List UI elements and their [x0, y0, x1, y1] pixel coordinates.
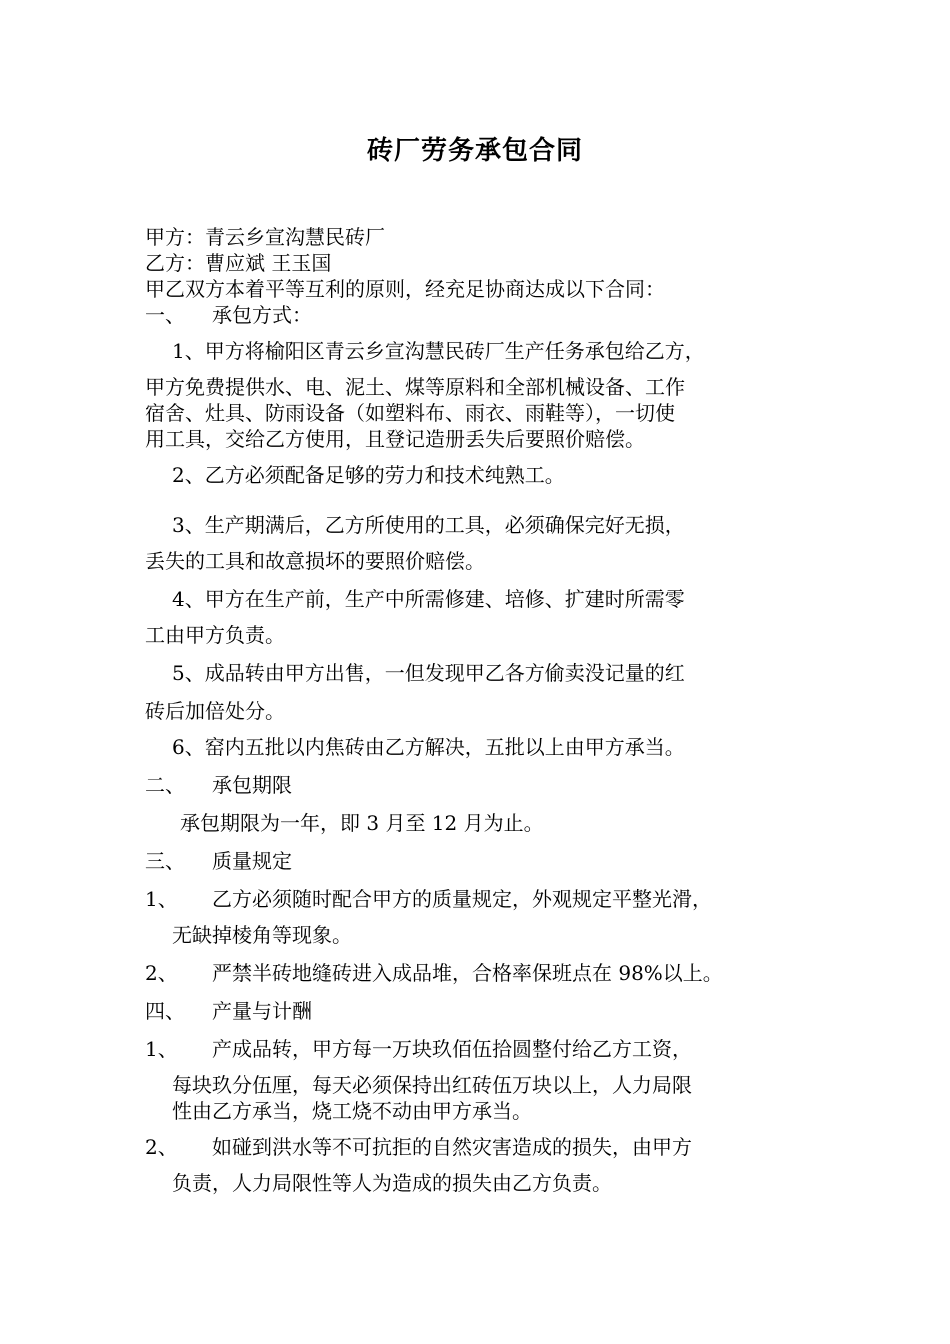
section1-title: 承包方式： — [212, 303, 312, 327]
s4-item1-number: 1、 — [145, 1037, 178, 1061]
section4-number: 四、 — [145, 999, 185, 1023]
s1-item1-line1: 1、甲方将榆阳区青云乡宣沟慧民砖厂生产任务承包给乙方， — [172, 339, 705, 363]
s4-item2-text: 如碰到洪水等不可抗拒的自然灾害造成的损失，由甲方 — [212, 1135, 692, 1159]
s1-item4-line1: 4、甲方在生产前，生产中所需修建、培修、扩建时所需零 — [172, 587, 685, 611]
section1-heading — [145, 302, 312, 328]
s4-item2-line1 — [145, 1134, 692, 1160]
s3-item2-number: 2、 — [145, 961, 178, 985]
section4-title: 产量与计酬 — [212, 999, 312, 1023]
s4-item1-line2: 每块玖分伍厘，每天必须保持出红砖伍万块以上，人力局限 — [172, 1073, 692, 1097]
s3-item2-line1 — [145, 960, 723, 986]
s1-item1-line4: 用工具，交给乙方使用，且登记造册丢失后要照价赔偿。 — [145, 427, 645, 451]
s4-item2-line2: 负责，人力局限性等人为造成的损失由乙方负责。 — [172, 1171, 612, 1195]
section2-heading — [145, 772, 292, 798]
s1-item5-line2: 砖后加倍处分。 — [145, 699, 285, 723]
section2-number: 二、 — [145, 773, 185, 797]
section1-number: 一、 — [145, 303, 185, 327]
document-title: 砖厂劳务承包合同 — [366, 136, 583, 166]
section3-heading — [145, 848, 292, 874]
section3-title: 质量规定 — [212, 849, 292, 873]
party-a: 甲方：青云乡宣沟慧民砖厂 — [145, 225, 385, 249]
s1-item3-line2: 丢失的工具和故意损坏的要照价赔偿。 — [145, 549, 485, 573]
s4-item1-text: 产成品转，甲方每一万块玖佰伍拾圆整付给乙方工资， — [212, 1037, 692, 1061]
s4-item1-line3: 性由乙方承当，烧工烧不动由甲方承当。 — [172, 1099, 532, 1123]
section2-title: 承包期限 — [212, 773, 292, 797]
section4-heading — [145, 998, 312, 1024]
s1-item2-line1: 2、乙方必须配备足够的劳力和技术纯熟工。 — [172, 463, 565, 487]
s1-item6-line1: 6、窑内五批以内焦砖由乙方解决，五批以上由甲方承当。 — [172, 735, 685, 759]
s3-item1-line1 — [145, 886, 712, 912]
s1-item4-line2: 工由甲方负责。 — [145, 623, 285, 647]
section2-body: 承包期限为一年，即 3 月至 12 月为止。 — [180, 811, 544, 835]
s1-item3-line1: 3、生产期满后，乙方所使用的工具，必须确保完好无损， — [172, 513, 685, 537]
section3-number: 三、 — [145, 849, 185, 873]
s4-item2-number: 2、 — [145, 1135, 178, 1159]
intro-text: 甲乙双方本着平等互利的原则，经充足协商达成以下合同： — [145, 277, 665, 301]
s4-item1-line1 — [145, 1036, 692, 1062]
s3-item2-text: 严禁半砖地缝砖进入成品堆，合格率保班点在 98%以上。 — [212, 961, 723, 985]
party-b: 乙方：曹应斌 王玉国 — [145, 251, 332, 275]
s3-item1-text: 乙方必须随时配合甲方的质量规定，外观规定平整光滑， — [212, 887, 712, 911]
s3-item1-line2: 无缺掉棱角等现象。 — [172, 923, 352, 947]
s1-item1-line2: 甲方免费提供水、电、泥土、煤等原料和全部机械设备、工作 — [145, 375, 685, 399]
s3-item1-number: 1、 — [145, 887, 178, 911]
s1-item1-line3: 宿舍、灶具、防雨设备（如塑料布、雨衣、雨鞋等），一切使 — [145, 401, 675, 425]
s1-item5-line1: 5、成品转由甲方出售，一但发现甲乙各方偷卖没记量的红 — [172, 661, 685, 685]
